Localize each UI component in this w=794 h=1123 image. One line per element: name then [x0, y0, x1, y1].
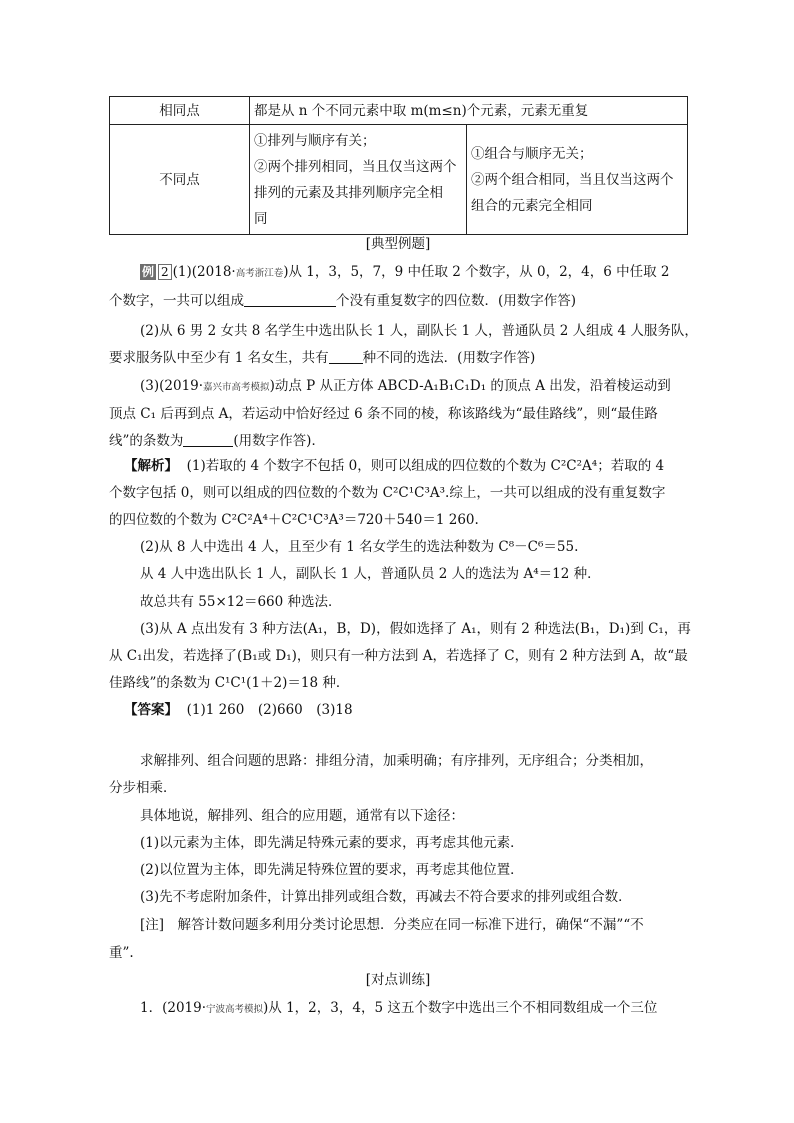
q3-text-3: (用数字作答)．: [233, 433, 325, 449]
example-line-7: [109, 431, 325, 451]
comparison-table: [109, 96, 688, 235]
answer-blank-2[interactable]: [329, 349, 363, 364]
permutation-cell: [250, 125, 467, 235]
solution-line-4: (2)从 8 人中选出 4 人，且至少有 1 名女学生的选法种数为 C⁸－C⁶＝55.: [140, 539, 579, 555]
example-line-4: [109, 348, 535, 368]
q2-text: 要求服务队中至少有 1 名女生，共有: [109, 350, 329, 366]
table-row-diff: [110, 125, 688, 235]
answer-blank-3[interactable]: [183, 432, 233, 447]
method-line-3: 具体地说，解排列、组合的应用题，通常有以下途径：: [140, 808, 464, 824]
perm-line: 排列的元素及其排列顺序完全相: [254, 184, 443, 201]
perm-line: 同: [254, 210, 268, 227]
solution-line-1: [124, 456, 664, 476]
answer-blank-1[interactable]: [244, 292, 336, 307]
same-text: 都是从 n 个不同元素中取 m(m≤n)个元素，元素无重复: [250, 97, 688, 125]
example-number: 2: [158, 264, 172, 280]
combination-cell: [467, 125, 688, 235]
solution-line-9: 佳路线”的条数为 C¹C¹(1＋2)＝18 种．: [109, 675, 350, 691]
section-heading-practice: [对点训练]: [365, 972, 431, 988]
solution-line-2: 个数字包括 0，则可以组成的四位数的个数为 C²C¹C³A³.综上，一共可以组成的没有重复数字: [109, 485, 666, 501]
table-row-same: [110, 97, 688, 125]
solution-line-6: 故总共有 55×12＝660 种选法．: [140, 594, 342, 610]
answer-label: 【答案】: [124, 702, 178, 718]
answer-line: [124, 700, 353, 720]
solution-line-3: 的四位数的个数为 C²C²A⁴＋C²C¹C³A³＝720＋540＝1 260.: [109, 512, 479, 528]
solution-line-7: (3)从 A 点出发有 3 种方法(A₁，B，D)，假如选择了 A₁，则有 2 种选法(B₁，D₁)到 C₁，再: [140, 621, 691, 637]
method-line-5: (2)以位置为主体，即先满足特殊位置的要求，再考虑其他位置．: [140, 862, 524, 878]
perm-line: ②两个排列相同，当且仅当这两个: [254, 158, 457, 175]
q3-source: 嘉兴市高考模拟: [203, 382, 270, 393]
comb-line: ①组合与顺序无关；: [471, 145, 593, 162]
same-label: 相同点: [110, 97, 250, 125]
q1-text-3: 个没有重复数字的四位数．(用数字作答): [336, 293, 577, 309]
q3-text-2: 线”的条数为: [109, 433, 184, 449]
example-line-1: [140, 262, 670, 284]
example-badge: 例: [142, 265, 155, 279]
q1-source: 高考浙江卷: [235, 268, 284, 279]
example-line-3: (2)从 6 男 2 女共 8 名学生中选出队长 1 人，副队长 1 人，普通队员 2 人组成 4 人服务队，: [140, 323, 698, 339]
q1-text: )从 1，3，5，7，9 中任取 2 个数字，从 0，2，4，6 中任取 2: [283, 264, 670, 280]
method-note-line-1: [注] 解答计数问题多利用分类讨论思想．分类应在同一标准下进行，确保“不漏”“不: [140, 917, 644, 933]
example-line-5: [140, 376, 671, 398]
practice-line-1: [140, 998, 657, 1020]
practice-prefix: 1．(2019·: [140, 1000, 207, 1016]
method-note-line-2: 重”.: [109, 945, 134, 961]
q1-prefix: (1)(2018·: [172, 264, 236, 280]
solution-text: (1)若取的 4 个数字不包括 0，则可以组成的四位数的个数为 C²C²A⁴；若取的 4: [186, 458, 665, 474]
comb-line: 组合的元素完全相同: [471, 197, 593, 214]
solution-label: 【解析】: [124, 458, 178, 474]
perm-line: ①排列与顺序有关；: [254, 132, 376, 149]
comb-line: ②两个组合相同，当且仅当这两个: [471, 171, 674, 188]
method-line-4: (1)以元素为主体，即先满足特殊元素的要求，再考虑其他元素．: [140, 835, 524, 851]
example-line-2: [109, 291, 576, 311]
solution-line-8: 从 C₁出发，若选择了(B₁或 D₁)，则只有一种方法到 A，若选择了 C，则有 2 种方法到 A，故“最: [109, 648, 688, 664]
q3-text: )动点 P 从正方体 ABCD-A₁B₁C₁D₁ 的顶点 A 出发，沿着棱运动到: [269, 378, 671, 394]
q2-text-2: 种不同的选法．(用数字作答): [362, 350, 536, 366]
example-line-6: 顶点 C₁ 后再到点 A，若运动中恰好经过 6 条不同的棱，称该路线为“最佳路线”，则“最佳路: [109, 406, 658, 422]
q1-text-2: 个数字，一共可以组成: [109, 293, 244, 309]
solution-line-5: 从 4 人中选出队长 1 人，副队长 1 人，普通队员 2 人的选法为 A⁴＝12 种．: [140, 566, 601, 582]
q3-prefix: (3)(2019·: [140, 378, 204, 394]
method-line-6: (3)先不考虑附加条件，计算出排列或组合数，再减去不符合要求的排列或组合数．: [140, 889, 632, 905]
method-line-2: 分步相乘．: [109, 780, 177, 796]
answer-text: (1)1 260 (2)660 (3)18: [186, 702, 353, 718]
section-heading-typical: [典型例题]: [365, 236, 431, 252]
method-line-1: 求解排列、组合问题的思路：排组分清，加乘明确；有序排列，无序组合；分类相加，: [140, 753, 653, 769]
practice-source: 宁波高考模拟: [206, 1004, 264, 1015]
practice-text: )从 1，2，3，4，5 这五个数字中选出三个不相同数组成一个三位: [263, 1000, 658, 1016]
diff-label: 不同点: [110, 125, 250, 235]
